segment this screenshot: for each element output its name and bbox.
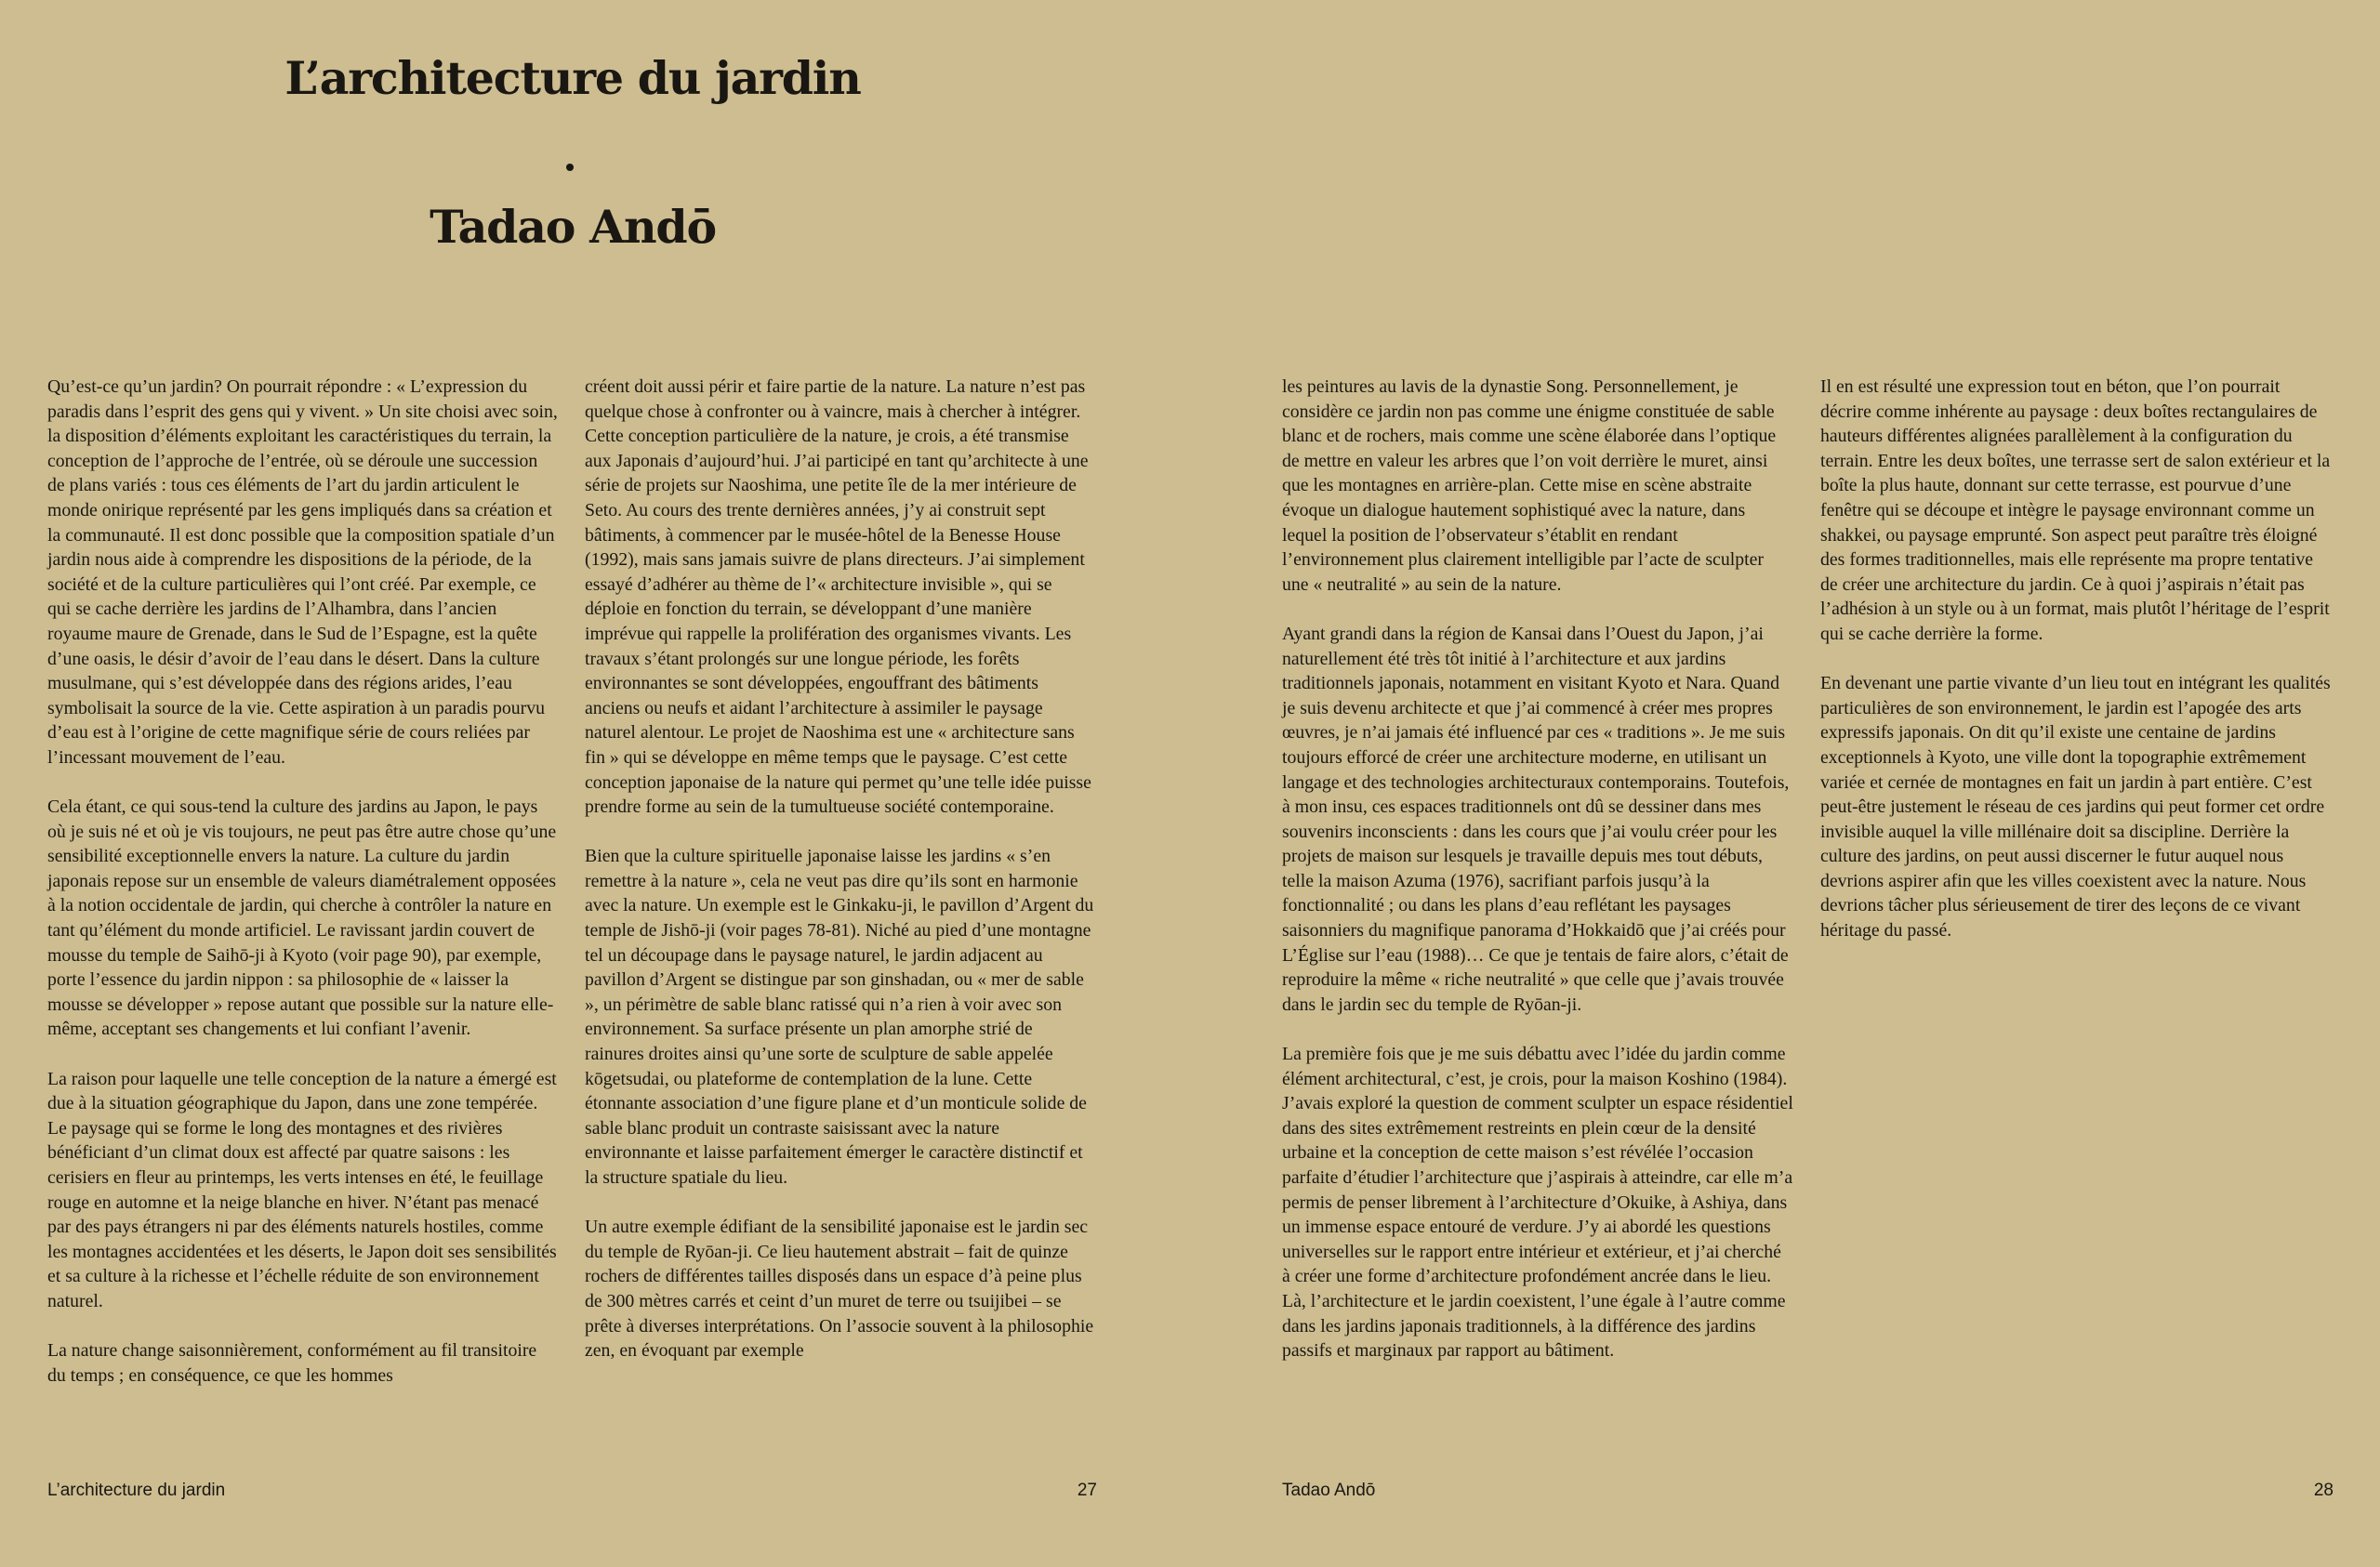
author-name: Tadao Andō — [430, 200, 716, 254]
paragraph: En devenant une partie vivante d’un lieu tout en intégrant les qualités particulières de son environnement, le jardin est l’apogée des arts expressifs japonais. On dit qu’il existe une centaine de jardins exceptionnels à Kyoto, une ville dont la topographie extrêmement variée et cernée de montagnes en fait un jardin à part entière. C’est peut-être justement le réseau de ces jardins qui peut former cet ordre invisible auquel la ville millénaire doit sa discipline. Derrière la culture des jardins, on peut aussi discerner le futur auquel nous devrions aspirer afin que les villes coexistent avec la nature. Nous devrions tâcher plus sérieusement de tirer des leçons de ce vivant héritage du passé. — [1820, 673, 2331, 942]
paragraph: La première fois que je me suis débattu avec l’idée du jardin comme élément architectural, c’est, je crois, pour la maison Koshino (1984). J’avais exploré la question de comment sculpter un espace résidentiel dans des sites extrêmement restreints en plein cœur de la densité urbaine et la conception de cette maison s’est révélée l’occasion parfaite d’étudier l’architecture que j’aspirais à atteindre, car elle m’a permis de penser librement à l’architecture d’Okuike, à Ashiya, dans un immense espace entouré de verdure. J’y ai abordé les questions universelles sur le rapport entre intérieur et extérieur, et j’ai cherché à créer une forme d’architecture profondément ancrée dans le lieu. Là, l’architecture et le jardin coexistent, l’une égale à l’autre comme dans les jardins japonais traditionnels, à la différence des jardins passifs et marginaux par rapport au bâtiment. — [1282, 1044, 1793, 1362]
paragraph: La nature change saisonnièrement, conformément au fil transitoire du temps ; en conséquence, ce que les hommes — [47, 1340, 537, 1386]
text-column-4 — [1820, 375, 2332, 943]
text-column-1 — [47, 375, 559, 1388]
paragraph: Bien que la culture spirituelle japonaise laisse les jardins « s’en remettre à la nature », cela ne veut pas dire qu’ils sont en harmonie avec la nature. Un exemple est le Ginkaku-ji, le pavillon d’Argent du temple de Jishō-ji (voir pages 78-81). Niché au pied d’une montagne tel un découpage dans le paysage naturel, le jardin adjacent au pavillon d’Argent se distingue par son ginshadan, ou « mer de sable », un périmètre de sable blanc ratissé qui n’a rien à voir avec son environnement. Sa surface présente un plan amorphe strié de rainures droites ainsi qu’une sorte de sculpture de sable appelée kōgetsudai, ou plateforme de contemplation de la lune. Cette étonnante association d’une figure plane et d’un monticule solide de sable blanc produit un contraste saisissant avec la nature environnante et laisse parfaitement émerger le caractère distinctif et la structure spatiale du lieu. — [585, 846, 1094, 1188]
running-head-left: L’architecture du jardin — [47, 1481, 226, 1500]
paragraph: La raison pour laquelle une telle conception de la nature a émergé est due à la situation géographique du Japon, dans une zone tempérée. Le paysage qui se forme le long des montagnes et des rivières bénéficiant d’un climat doux est affecté par quatre saisons : les cerisiers en fleur au printemps, les verts intenses en été, le feuillage rouge en automne et la neige blanche en hiver. N’étant pas menacé par des pays étrangers ni par des éléments naturels hostiles, comme les montagnes accidentées et les déserts, le Japon doit ses sensibilités et sa culture à la richesse et l’échelle réduite de son environnement naturel. — [47, 1068, 557, 1311]
paragraph: les peintures au lavis de la dynastie Song. Personnellement, je considère ce jardin non pas comme une énigme constituée de sable blanc et de rochers, mais comme une scène élaborée dans l’optique de mettre en valeur les arbres que l’on voit derrière le muret, ainsi que les montagnes en arrière-plan. Cette mise en scène abstraite évoque un dialogue hautement sophistiqué avec la nature, dans lequel la position de l’observateur s’établit en rendant l’environnement plus clairement intelligible par l’acte de sculpter une « neutralité » au sein de la nature. — [1282, 376, 1777, 595]
page-number-left: 27 — [1077, 1481, 1097, 1500]
paragraph: Ayant grandi dans la région de Kansai dans l’Ouest du Japon, j’ai naturellement été très tôt initié à l’architecture et aux jardins traditionnels japonais, notamment en visitant Kyoto et Nara. Quand je suis devenu architecte et que j’ai commencé à créer mes propres œuvres, je n’ai jamais été influencé par ces « traditions ». Je me suis toujours efforcé de créer une architecture moderne, en utilisant un langage et des technologies architecturaux contemporains. Toutefois, à mon insu, ces espaces traditionnels ont dû se dessiner dans mes souvenirs inconscients : dans les cours que j’ai voulu créer pour les projets de maison sur lesquels je travaille depuis mes tout débuts, telle la maison Azuma (1976), sacrifiant parfois jusqu’à la fonctionnalité ; ou dans les plans d’eau reflétant les paysages saisonniers du magnifique panorama d’Hokkaidō que j’ai créés pour L’Église sur l’eau (1988)… Ce que je tentais de faire alors, c’était de reproduire la même « riche neutralité » que celle que j’avais trouvée dans le jardin sec du temple de Ryōan-ji. — [1282, 623, 1790, 1015]
paragraph: Il en est résulté une expression tout en béton, que l’on pourrait décrire comme inhérente au paysage : deux boîtes rectangulaires de hauteurs différentes alignées parallèlement à la configuration du terrain. Entre les deux boîtes, une terrasse sert de salon extérieur et la boîte la plus haute, donnant sur cette terrasse, est pourvue d’une fenêtre qui se découpe et intègre le paysage environnant comme un shakkei, ou paysage emprunté. Son aspect peut paraître très éloigné des formes traditionnelles, mais elle représente ma propre tentative de créer une architecture du jardin. Ce à quoi j’aspirais n’était pas l’adhésion à un style ou à un format, mais plutôt l’héritage de l’esprit qui se cache derrière la forme. — [1820, 376, 2331, 644]
text-column-2 — [585, 375, 1096, 1363]
paragraph: Qu’est-ce qu’un jardin? On pourrait répondre : « L’expression du paradis dans l’esprit des gens qui y vivent. » Un site choisi avec soin, la disposition d’éléments exploitant les caractéristiques du terrain, la conception de l’approche de l’entrée, où se déroule une succession de plans variés : tous ces éléments de l’art du jardin articulent le monde onirique représenté par les gens impliqués dans sa création et la communauté. Il est donc possible que la composition spatiale d’un jardin nous aide à comprendre les dispositions de la période, de la société et de la culture particulières qui l’ont créé. Par exemple, ce qui se cache derrière les jardins de l’Alhambra, dans l’ancien royaume maure de Grenade, dans le Sud de l’Espagne, est la quête d’une oasis, le désir d’avoir de l’eau dans le désert. Dans la culture musulmane, qui s’est développée dans des régions arides, l’eau symbolisait la source de la vie. Cette aspiration à un paradis pourvu d’eau est à l’origine de cette magnifique série de cours reliées par l’incessant mouvement de l’eau. — [47, 376, 558, 768]
paragraph: Cela étant, ce qui sous-tend la culture des jardins au Japon, le pays où je suis né et où je vis toujours, ne peut pas être autre chose qu’une sensibilité exceptionnelle envers la nature. La culture du jardin japonais repose sur un ensemble de valeurs diamétralement opposées à la notion occidentale de jardin, qui cherche à contrôler la nature en tant qu’élément du monde artificiel. Le ravissant jardin couvert de mousse du temple de Saihō-ji à Kyoto (voir page 90), par exemple, porte l’essence du jardin nippon : sa philosophie de « laisser la mousse se développer » repose autant que possible sur la nature elle-même, acceptant ses changements et lui confiant l’avenir. — [47, 797, 557, 1040]
running-head-right: Tadao Andō — [1282, 1481, 1376, 1500]
paragraph: Un autre exemple édifiant de la sensibilité japonaise est le jardin sec du temple de Ryōan-ji. Ce lieu hautement abstrait – fait de quinze rochers de différentes tailles disposés dans un espace d’à peine plus de 300 mètres carrés et ceint d’un muret de terre ou tsuijibei – se prête à diverses interprétations. On l’associe souvent à la philosophie zen, en évoquant par exemple — [585, 1217, 1094, 1362]
title-separator-dot — [566, 164, 574, 171]
article-title: L’architecture du jardin — [284, 51, 861, 105]
paragraph: créent doit aussi périr et faire partie de la nature. La nature n’est pas quelque chose à confronter ou à vaincre, mais à chercher à intégrer. Cette conception particulière de la nature, je crois, a été transmise aux Japonais d’aujourd’hui. J’ai participé en tant qu’architecte à une série de projets sur Naoshima, une petite île de la mer intérieure de Seto. Au cours des trente dernières années, j’y ai construit sept bâtiments, à commencer par le musée-hôtel de la Benesse House (1992), mais sans jamais suivre de plans directeurs. J’ai simplement essayé d’adhérer au thème de l’« architecture invisible », qui se déploie en fonction du terrain, se développant d’une manière imprévue qui rappelle la prolifération des organismes vivants. Les travaux s’étant prolongés sur une longue période, les forêts environnantes se sont développées, engouffrant des bâtiments anciens ou neufs et aidant l’architecture à assimiler le paysage naturel alentour. Le projet de Naoshima est une « architecture sans fin » qui se développe en même temps que le paysage. C’est cette conception japonaise de la nature qui permet qu’une telle idée puisse prendre forme au sein de la tumultueuse société contemporaine. — [585, 376, 1091, 818]
text-column-3 — [1282, 375, 1793, 1363]
page-number-right: 28 — [2313, 1481, 2334, 1500]
